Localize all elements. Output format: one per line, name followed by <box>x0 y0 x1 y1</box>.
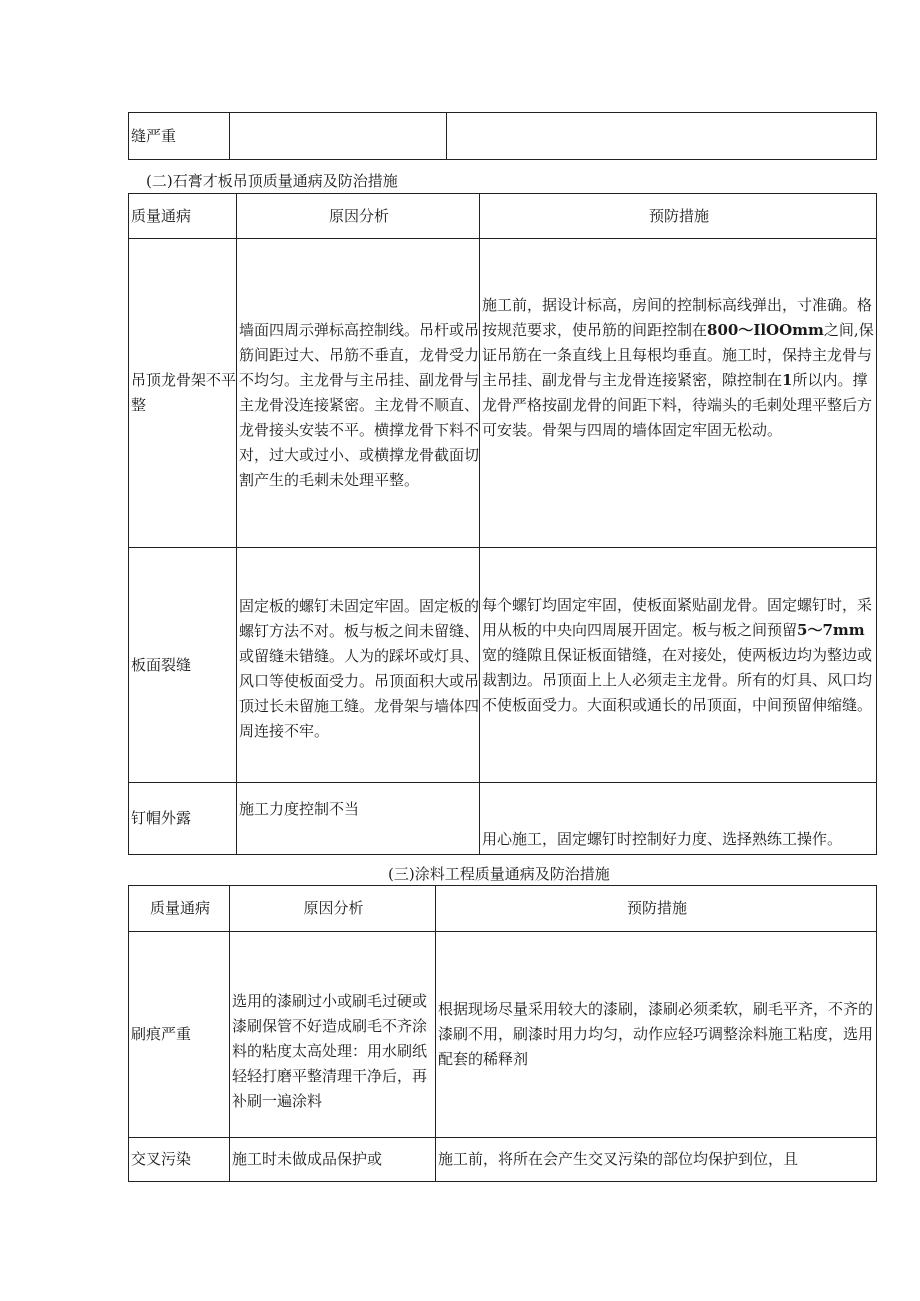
cause-cell: 施工力度控制不当 <box>237 783 480 855</box>
table-row <box>129 113 877 160</box>
table-row <box>129 932 877 1138</box>
cause-cell: 墙面四周示弹标高控制线。吊杆或吊筋间距过大、吊筋不垂直，龙骨受力不均匀。主龙骨与主吊挂、副龙骨与主龙骨没连接紧密。主龙骨不顺直、龙骨接头安装不平。横撑龙骨下料不对，过大或过小、或横撑龙骨截面切割产生的毛刺未处理平整。 <box>237 239 480 548</box>
prevention-number-gap: 1 <box>782 371 793 389</box>
prevention-cell: 施工前，将所在会产生交叉污染的部位均保护到位，且 <box>436 1138 877 1182</box>
prevention-cell: 用心施工，固定螺钉时控制好力度、选择熟练工操作。 <box>480 783 877 855</box>
section3-caption: (三)涂料工程质量通病及防治措施 <box>388 865 610 883</box>
cause-cell: 选用的漆刷过小或刷毛过硬或漆刷保管不好造成刷毛不齐涂料的粘度太高处理：用水刷纸轻轻打磨平整清理干净后，再补刷一遍涂料 <box>230 932 436 1138</box>
issue-cell: 刷痕严重 <box>129 932 230 1138</box>
section2-caption: (二)石膏才板吊顶质量通病及防治措施 <box>146 172 398 190</box>
table-row <box>129 783 877 855</box>
cause-cell: 固定板的螺钉未固定牢固。固定板的螺钉方法不对。板与板之间未留缝、或留缝未错缝。人为的踩坏或灯具、风口等使板面受力。吊顶面积大或吊顶过长未留施工缝。龙骨架与墙体四周连接不牢。 <box>237 548 480 783</box>
ceiling-table <box>128 193 877 855</box>
cause-cell <box>230 113 447 160</box>
header-row <box>129 194 877 239</box>
header-issue: 质量通病 <box>129 194 237 239</box>
coating-table <box>128 885 877 1182</box>
issue-cell: 缝严重 <box>129 113 230 160</box>
prevention-cell: 根据现场尽量采用较大的漆刷，漆刷必须柔软，刷毛平齐，不齐的漆刷不用，刷漆时用力均匀，动作应轻巧调整涂料施工粘度，选用配套的稀释剂 <box>436 932 877 1138</box>
table-row <box>129 1138 877 1182</box>
header-cause: 原因分析 <box>237 194 480 239</box>
prevention-text-b: 之间,保证吊筋在一条直线上且每根均垂直。施工时，保持主龙骨与主吊挂、副龙骨与主龙骨连接紧密，隙控制在 <box>482 321 874 389</box>
issue-cell: 吊顶龙骨架不平整 <box>129 239 237 548</box>
top-table <box>128 112 877 160</box>
prevention-cell <box>447 113 877 160</box>
header-prevention: 预防措施 <box>436 886 877 932</box>
issue-cell: 钉帽外露 <box>129 783 237 855</box>
header-cause: 原因分析 <box>230 886 436 932</box>
header-issue: 质量通病 <box>129 886 230 932</box>
header-prevention: 预防措施 <box>480 194 877 239</box>
prevention-text-a: 每个螺钉均固定牢固，使板面紧贴副龙骨。固定螺钉时，采用从板的中央向四周展开固定。板与板之间预留 <box>482 595 873 639</box>
header-row <box>129 886 877 932</box>
table-row <box>129 548 877 783</box>
prevention-text-a: 施工前，据设计标高，房间的控制标高线弹出，寸准确。格按规范要求，使吊筋的间距控制在 <box>482 296 873 339</box>
issue-cell: 交叉污染 <box>129 1138 230 1182</box>
cause-cell: 施工时未做成品保护或 <box>230 1138 436 1182</box>
prevention-text-c: 所以内。撑龙骨严格按副龙骨的间距下料，待端头的毛刺处理平整后方可安装。骨架与四周的墙体固定牢固无松动。 <box>482 371 873 439</box>
prevention-number-range: 5～7mm <box>797 620 865 639</box>
table-row <box>129 239 877 548</box>
issue-cell: 板面裂缝 <box>129 548 237 783</box>
prevention-cell <box>480 239 877 548</box>
prevention-number-range: 800～IlOOmm <box>707 321 824 339</box>
prevention-cell <box>480 548 877 783</box>
prevention-text-b: 宽的缝隙且保证板面错缝，在对接处，使两板边均为整边或裁割边。吊顶面上上人必须走主龙骨。所有的灯具、风口均不使板面受力。大面积或通长的吊顶面，中间预留伸缩缝。 <box>482 645 873 714</box>
